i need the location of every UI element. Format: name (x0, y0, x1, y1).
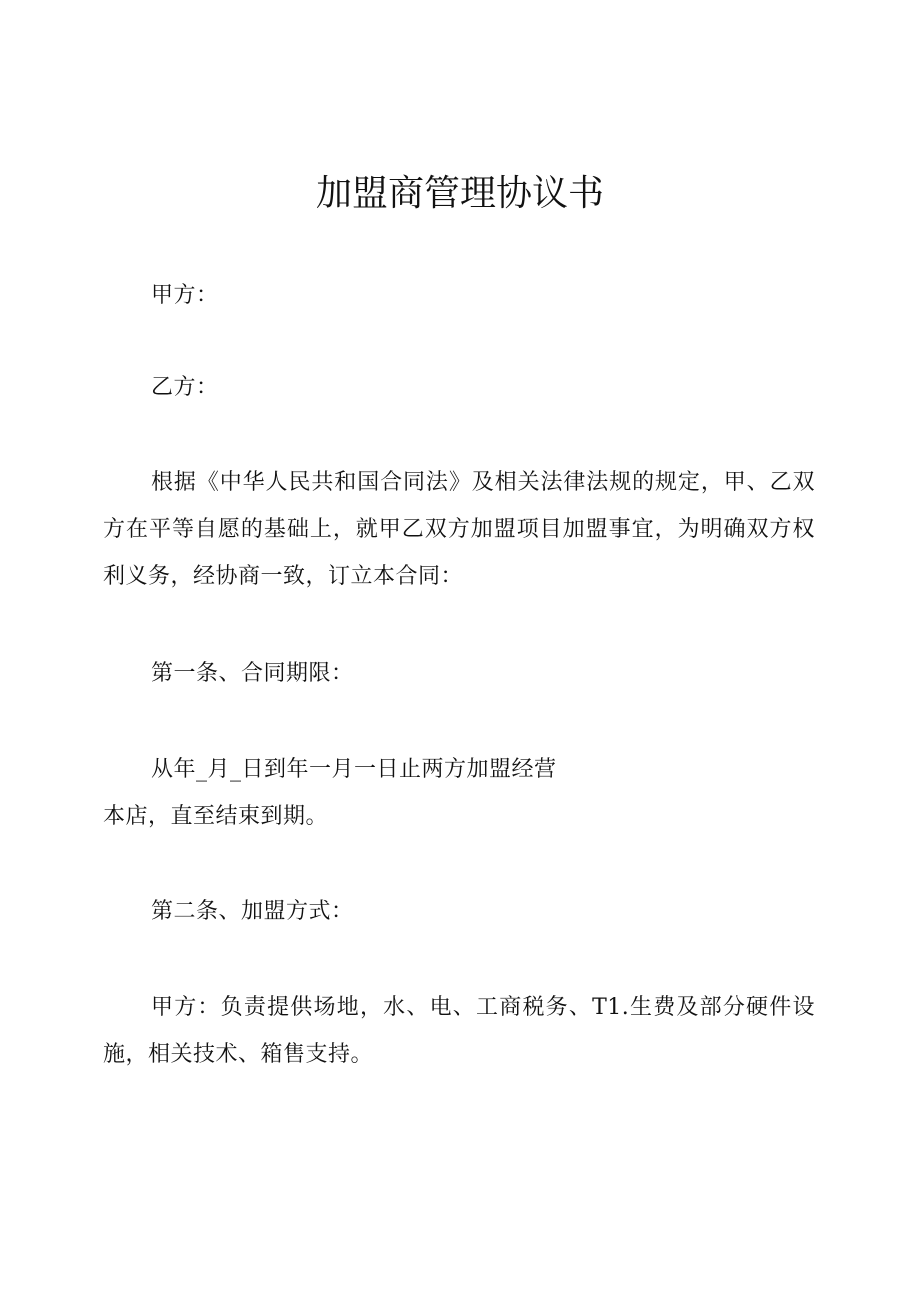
article-2-heading: 第二条、加盟方式： (151, 899, 354, 924)
article-2-paragraph: 甲方：负责提供场地，水、电、工商税务、T1.生费及部分硬件设施，相关技术、箱售支持。 (103, 995, 815, 1067)
preamble-paragraph: 根据《中华人民共和国合同法》及相关法律法规的规定，甲、乙双方在平等自愿的基础上，就甲乙双方加盟项目加盟事宜，为明确双方权利义务，经协商一致，订立本合同： (103, 470, 815, 589)
article-1-line-2: 本店，直至结束到期。 (103, 804, 329, 829)
article-1-body-continued (103, 793, 815, 840)
article-1-body (103, 746, 815, 793)
party-b-label: 乙方： (151, 375, 219, 400)
article-1-line-1: 从年_月_日到年一月一日止两方加盟经营 (151, 757, 557, 782)
article-1-heading: 第一条、合同期限： (151, 661, 354, 686)
document-title: 加盟商管理协议书 (315, 173, 604, 214)
party-a-label: 甲方： (151, 283, 219, 308)
